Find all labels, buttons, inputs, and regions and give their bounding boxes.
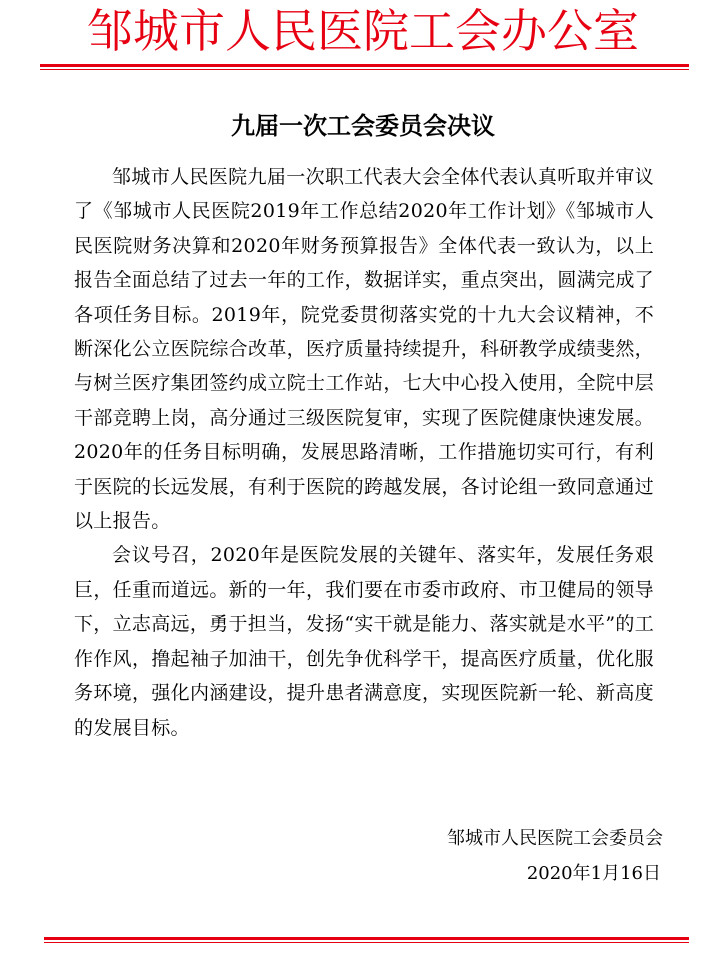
document-date: 2020年1月16日 [526,863,661,884]
letterhead-divider-thin [40,69,689,70]
footer-divider-thin [44,942,689,943]
document-body [74,160,654,745]
footer-divider-thick [44,937,689,940]
letterhead-title: 邹城市人民医院工会办公室 [87,4,639,58]
document-title: 九届一次工会委员会决议 [231,111,495,140]
body-paragraph-1: 邹城市人民医院九届一次职工代表大会全体代表认真听取并审议了《邹城市人民医院2019年工作总结2020年工作计划》《邹城市人民医院财务决算和2020年财务预算报告》全体代表一致认为，以上报告全面总结了过去一年的工作，数据详实，重点突出，圆满完成了各项任务目标。2019年，院党委贯彻落实党的十九大会议精神，不断深化公立医院综合改革，医疗质量持续提升，科研教学成绩斐然，与树兰医疗集团签约成立院士工作站，七大中心投入使用，全院中层干部竞聘上岗，高分通过三级医院复审，实现了医院健康快速发展。2020年的任务目标明确，发展思路清晰，工作措施切实可行，有利于医院的长远发展，有利于医院的跨越发展，各讨论组一致同意通过以上报告。 [74,166,654,533]
body-paragraph-2: 会议号召，2020年是医院发展的关键年、落实年，发展任务艰巨，任重而道远。新的一年，我们要在市委市政府、市卫健局的领导下，立志高远，勇于担当，发扬“实干就是能力、落实就是水平”的工作作风，撸起袖子加油干，创先争优科学干，提高医疗质量，优化服务环境，强化内涵建设，提升患者满意度，实现医院新一轮、新高度的发展目标。 [74,544,654,739]
letterhead-divider-thick [40,64,689,67]
signature-organization: 邹城市人民医院工会委员会 [447,828,663,849]
